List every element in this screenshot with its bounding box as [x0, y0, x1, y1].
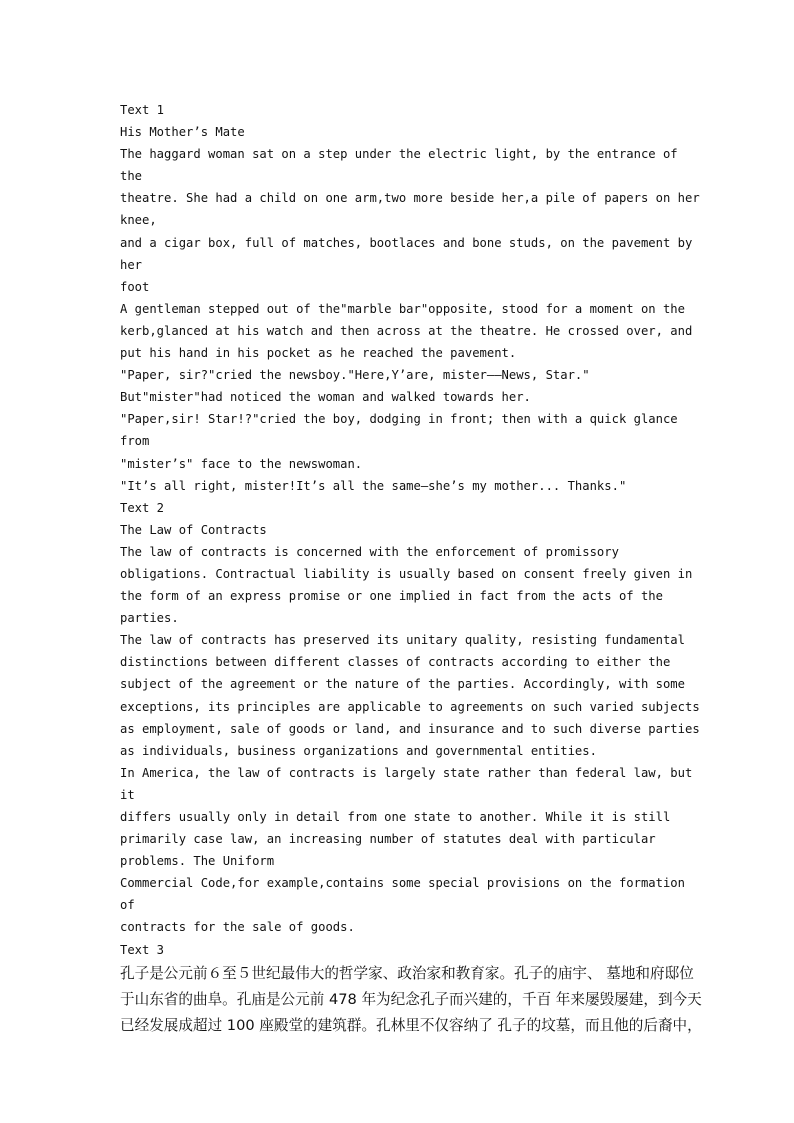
text-line: knee, — [120, 213, 157, 228]
text-line: parties. — [120, 611, 179, 626]
text-line: and a cigar box, full of matches, bootlaces and bone studs, on the pavement by — [120, 235, 693, 250]
text-line: The law of contracts is concerned with the enforcement of promissory — [120, 544, 619, 559]
text-line: kerb,glanced at his watch and then across at the theatre. He crossed over, and — [120, 323, 693, 338]
text-line: of — [120, 898, 135, 913]
chinese-text-line: 于山东省的曲阜。孔庙是公元前 478 年为纪念孔子而兴建的，千百 年来屡毁屡建，到今天 — [120, 990, 702, 1008]
text-title: The Law of Contracts — [120, 522, 267, 537]
text-line: Commercial Code,for example,contains some special provisions on the formation — [120, 876, 685, 891]
text-line: exceptions, its principles are applicable to agreements on such varied subjects — [120, 699, 700, 714]
text-line: But"mister"had noticed the woman and walked towards her. — [120, 390, 531, 405]
section-heading: Text 2 — [120, 500, 165, 515]
text-line: The haggard woman sat on a step under the electric light, by the entrance of — [120, 147, 678, 162]
chinese-text-line: 已经发展成超过 100 座殿堂的建筑群。孔林里不仅容纳了 孔子的坟墓，而且他的后裔中， — [120, 1016, 702, 1034]
text-line: it — [120, 787, 135, 802]
text-line: problems. The Uniform — [120, 854, 275, 869]
text-title: His Mother’s Mate — [120, 125, 245, 140]
document-page — [120, 99, 702, 1039]
section-heading: Text 3 — [120, 942, 165, 957]
text-line: primarily case law, an increasing number of statutes deal with particular — [120, 832, 656, 847]
section-heading: Text 1 — [120, 103, 165, 117]
text-line: "Paper,sir! Star!?"cried the boy, dodging in front; then with a quick glance — [120, 412, 678, 427]
text-line: "mister’s" face to the newswoman. — [120, 456, 363, 471]
text-line: foot — [120, 279, 150, 294]
text-line: differs usually only in detail from one state to another. While it is still — [120, 810, 671, 824]
text-line: from — [120, 434, 150, 449]
text-line: contracts for the sale of goods. — [120, 920, 355, 935]
text-line: obligations. Contractual liability is usually based on consent freely given in — [120, 566, 693, 581]
text-line: her — [120, 257, 143, 272]
text-line: distinctions between different classes of contracts according to either the — [120, 655, 671, 670]
text-line: as individuals, business organizations and governmental entities. — [120, 743, 597, 758]
text-line: In America, the law of contracts is largely state rather than federal law, but — [120, 765, 693, 780]
text-line: "It’s all right, mister!It’s all the same—she’s my mother... Thanks." — [120, 478, 627, 493]
text-line: "Paper, sir?"cried the newsboy."Here,Y’are, mister——News, Star." — [120, 368, 590, 383]
text-line: A gentleman stepped out of the"marble bar"opposite, stood for a moment on the — [120, 301, 685, 316]
text-line: the — [120, 169, 143, 184]
text-line: The law of contracts has preserved its unitary quality, resisting fundamental — [120, 633, 685, 648]
chinese-text-line: 孔子是公元前６至５世纪最伟大的哲学家、政治家和教育家。孔子的庙宇、 墓地和府邸位 — [120, 964, 694, 982]
text-line: subject of the agreement or the nature of the parties. Accordingly, with some — [120, 677, 685, 692]
text-line: the form of an express promise or one implied in fact from the acts of the — [120, 589, 663, 604]
text-line: theatre. She had a child on one arm,two more beside her,a pile of papers on her — [120, 191, 700, 206]
text-line: as employment, sale of goods or land, and insurance and to such diverse parties — [120, 721, 700, 736]
text-line: put his hand in his pocket as he reached the pavement. — [120, 346, 517, 361]
